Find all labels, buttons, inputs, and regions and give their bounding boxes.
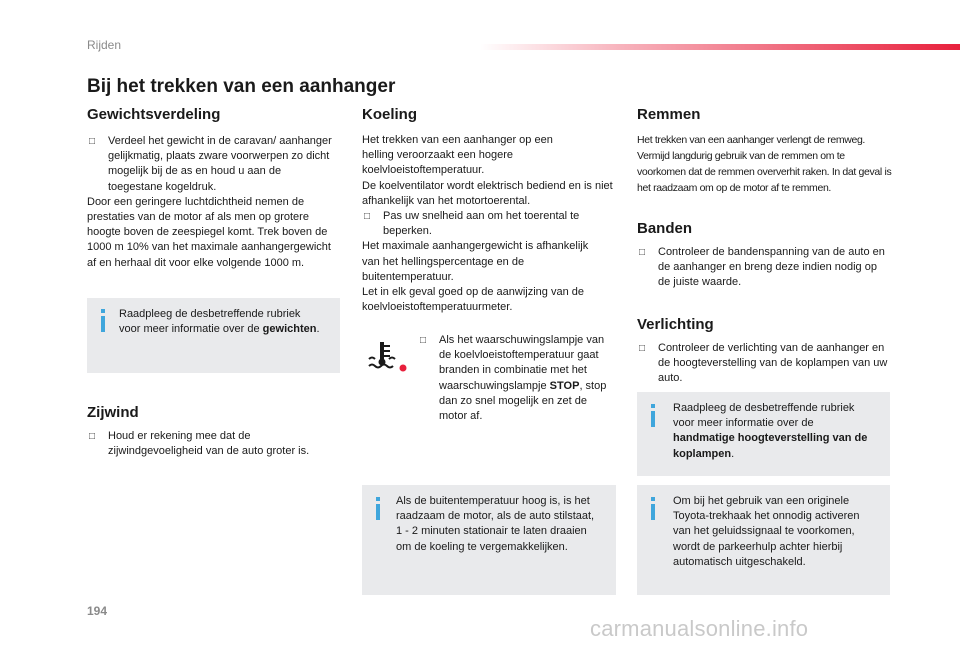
para-brakes: Het trekken van een aanhanger verlengt de remweg. Vermijd langdurig gebruik van de remmen om te voorkomen dat de remmen oververhit raken. In dat geval is het raadzaam om op de motor af te remmen. — [637, 134, 892, 194]
section-weight — [87, 106, 337, 271]
bullet-cooling — [362, 209, 617, 239]
info-box-weights-text: Raadpleeg de desbetreffende rubriek voor meer informatie over de gewichten. — [119, 308, 320, 336]
section-brakes — [637, 106, 892, 196]
info-i-icon-bar — [651, 411, 655, 427]
bullet-weight-text: Verdeel het gewicht in de caravan/ aanhanger gelijkmatig, plaats zware voorwerpen zo dicht mogelijk bij de as en houd u aan de toegestane kogeldruk. — [108, 135, 332, 193]
heading-cooling: Koeling — [362, 106, 417, 123]
info-i-icon — [651, 404, 655, 408]
heading-weight: Gewichtsverdeling — [87, 106, 221, 123]
info-box-headlamp — [637, 392, 890, 476]
square-bullet-icon: □ — [89, 431, 96, 442]
info-box-headlamp-text: Raadpleeg de desbetreffende rubriek voor meer informatie over de handmatige hoogteverstelling van de koplampen. — [673, 402, 868, 460]
section-cooling — [362, 106, 617, 315]
warning-text: Als het waarschuwingslampje van de koelvloeistoftemperatuur gaat branden in combinatie met het waarschuwingslampje STOP, stop dan zo snel mogelijk en zet de motor af. — [439, 334, 607, 423]
square-bullet-icon: □ — [420, 335, 427, 346]
info-box-weights — [87, 298, 340, 373]
info-i-icon-bar — [101, 316, 105, 332]
header-accent-bar — [480, 44, 960, 50]
watermark: carmanualsonline.info — [590, 616, 809, 641]
para-weight: Door een geringere luchtdichtheid nemen de prestaties van de motor af als men op grotere hoogte boven de zeespiegel komt. Trek boven de 1000 m 10% van het maximale aanhangergewicht af en herhaal dit voor elke volgende 1000 m. — [87, 195, 331, 269]
info-i-icon — [376, 497, 380, 501]
info-i-icon — [101, 309, 105, 313]
info-i-icon-bar — [651, 504, 655, 520]
info-box-temperature-text: Als de buitentemperatuur hoog is, is het raadzaam de motor, als de auto stilstaat, 1 - 2 minuten stationair te laten draaien om de koeling te vergemakkelijken. — [396, 495, 595, 553]
coolant-temperature-warning-icon — [365, 338, 409, 374]
square-bullet-icon: □ — [364, 211, 371, 223]
page-title: Bij het trekken van een aanhanger — [87, 76, 396, 97]
square-bullet-icon: □ — [89, 136, 96, 147]
info-box-temperature — [362, 485, 616, 595]
square-bullet-icon: □ — [639, 343, 646, 354]
info-i-icon — [651, 497, 655, 501]
heading-wind: Zijwind — [87, 404, 139, 421]
section-lights — [637, 316, 892, 387]
bullet-lights — [637, 341, 892, 387]
bullet-weight — [87, 134, 337, 195]
info-box-towbar — [637, 485, 890, 595]
para-cooling-4: Let in elk geval goed op de aanwijzing van de koelvloeistoftemperatuurmeter. — [362, 286, 584, 314]
bullet-wind — [87, 429, 337, 459]
square-bullet-icon: □ — [639, 247, 646, 258]
bullet-wind-text: Houd er rekening mee dat de zijwindgevoeligheid van de auto groter is. — [108, 430, 310, 458]
bullet-tyres-text: Controleer de bandenspanning van de auto en de aanhanger en breng deze indien nodig op de juiste waarde. — [658, 246, 885, 289]
info-box-towbar-text: Om bij het gebruik van een originele Toyota-trekhaak het onnodig activeren van het geluidssignaal te voorkomen, wordt de parkeerhulp achter hierbij automatisch uitgeschakeld. — [673, 495, 860, 568]
para-cooling-2: De koelventilator wordt elektrisch bediend en is niet afhankelijk van het motortoerental. — [362, 179, 613, 207]
para-cooling-3: Het maximale aanhangergewicht is afhankelijk van het hellingspercentage en de buitentemperatuur. — [362, 240, 589, 283]
bullet-cooling-text: Pas uw snelheid aan om het toerental te beperken. — [383, 210, 580, 238]
section-label: Rijden — [87, 38, 122, 52]
bullet-tyres — [637, 245, 892, 291]
bullet-lights-text: Controleer de verlichting van de aanhanger en de hoogteverstelling van de koplampen van uw auto. — [658, 342, 888, 385]
heading-brakes: Remmen — [637, 106, 701, 123]
heading-tyres: Banden — [637, 220, 693, 237]
info-i-icon-bar — [376, 504, 380, 520]
section-wind — [87, 404, 337, 459]
bullet-warning — [418, 333, 614, 424]
warning-note — [418, 333, 614, 424]
page-number: 194 — [87, 604, 108, 618]
heading-lights: Verlichting — [637, 316, 714, 333]
para-cooling-1: Het trekken van een aanhanger op een helling veroorzaakt een hogere koelvloeistoftemperatuur. — [362, 134, 553, 177]
section-tyres — [637, 220, 892, 291]
